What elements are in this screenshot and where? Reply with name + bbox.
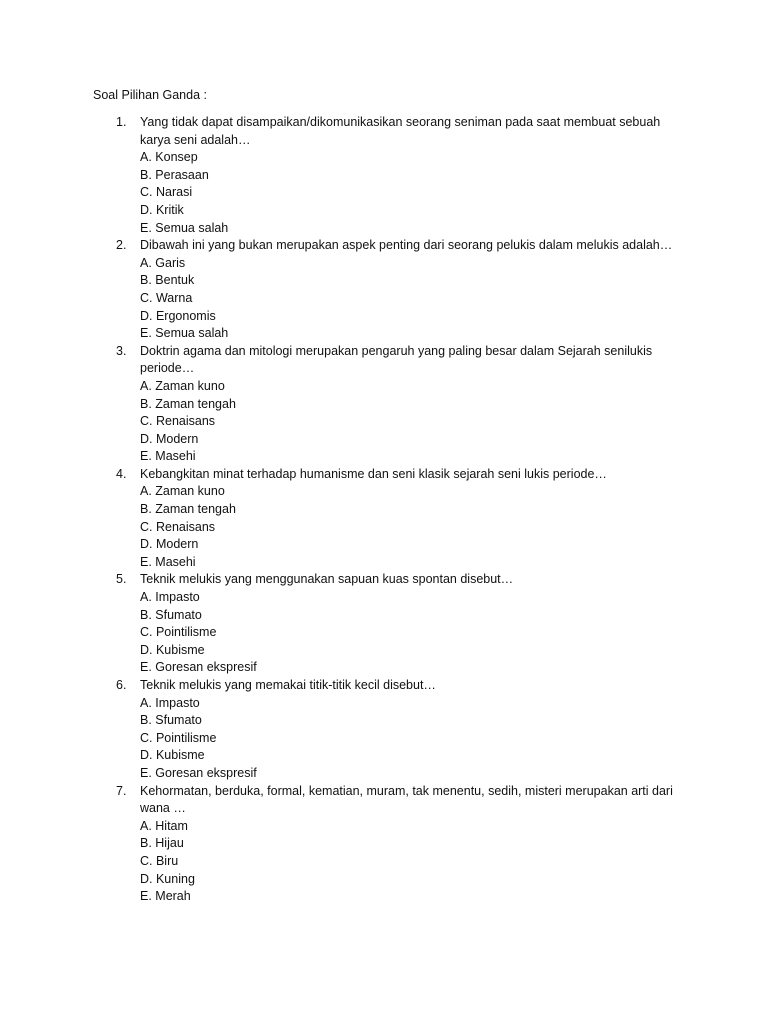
answer-option-b: B. Perasaan — [140, 167, 209, 182]
question-number: 2. — [116, 238, 127, 253]
answer-option-b: B. Zaman tengah — [140, 396, 236, 411]
question-item — [0, 677, 768, 783]
answer-option-c: C. Warna — [140, 290, 193, 305]
question-number: 4. — [116, 466, 127, 481]
question-text: Kebangkitan minat terhadap humanisme dan seni klasik sejarah seni lukis periode… — [140, 466, 607, 481]
answer-option-e: E. Masehi — [140, 554, 196, 569]
answer-option-a: A. Zaman kuno — [140, 378, 225, 393]
question-item — [0, 571, 768, 677]
answer-option-c: C. Pointilisme — [140, 625, 217, 640]
answer-options — [140, 483, 768, 571]
document-title: Soal Pilihan Ganda : — [93, 88, 207, 102]
answer-options — [140, 695, 768, 783]
question-number: 1. — [116, 115, 127, 129]
answer-options — [140, 378, 768, 466]
question-item — [0, 237, 768, 343]
answer-option-c: C. Pointilisme — [140, 730, 217, 745]
answer-option-c: C. Renaisans — [140, 414, 216, 429]
question-text: Kehormatan, berduka, formal, kematian, muram, tak menentu, sedih, misteri merupakan arti dari wana … — [140, 783, 673, 816]
answer-option-e: E. Goresan ekspresif — [140, 765, 257, 780]
answer-option-b: B. Sfumato — [140, 713, 202, 728]
answer-option-a: A. Impasto — [140, 590, 200, 605]
answer-option-c: C. Narasi — [140, 185, 193, 200]
answer-option-d: D. Ergonomis — [140, 308, 216, 323]
question-list — [0, 114, 768, 906]
answer-option-b: B. Hijau — [140, 836, 184, 851]
answer-option-a: A. Hitam — [140, 818, 188, 833]
answer-option-a: A. Konsep — [140, 150, 198, 165]
question-item — [0, 114, 768, 237]
question-item — [0, 466, 768, 572]
answer-options — [140, 589, 768, 677]
answer-option-a: A. Garis — [140, 255, 186, 270]
answer-option-d: D. Kuning — [140, 871, 195, 886]
question-text: Doktrin agama dan mitologi merupakan pengaruh yang paling besar dalam Sejarah senilukis periode… — [140, 343, 653, 376]
answer-option-b: B. Zaman tengah — [140, 502, 236, 517]
question-text: Yang tidak dapat disampaikan/dikomunikasikan seorang seniman pada saat membuat sebuah karya seni adalah… — [140, 115, 661, 147]
answer-option-d: D. Modern — [140, 537, 199, 552]
question-number: 5. — [116, 572, 127, 587]
answer-options — [140, 255, 768, 343]
answer-option-b: B. Bentuk — [140, 273, 195, 288]
answer-option-d: D. Kubisme — [140, 748, 205, 763]
answer-option-e: E. Semua salah — [140, 326, 229, 341]
question-text: Teknik melukis yang memakai titik-titik kecil disebut… — [140, 678, 436, 692]
answer-option-a: A. Impasto — [140, 695, 200, 710]
answer-option-e: E. Goresan ekspresif — [140, 660, 257, 675]
answer-options — [140, 149, 768, 237]
answer-option-b: B. Sfumato — [140, 607, 202, 622]
question-item — [0, 783, 768, 906]
question-text: Dibawah ini yang bukan merupakan aspek penting dari seorang pelukis dalam melukis adalah… — [140, 238, 673, 253]
answer-option-d: D. Modern — [140, 431, 199, 446]
question-number: 3. — [116, 343, 127, 358]
question-number: 6. — [116, 678, 127, 692]
question-item — [0, 343, 768, 466]
answer-options — [140, 818, 768, 906]
answer-option-c: C. Biru — [140, 853, 179, 868]
answer-option-e: E. Merah — [140, 889, 191, 904]
answer-option-d: D. Kritik — [140, 202, 184, 217]
answer-option-e: E. Semua salah — [140, 220, 229, 235]
answer-option-a: A. Zaman kuno — [140, 484, 225, 499]
question-number: 7. — [116, 783, 127, 798]
answer-option-c: C. Renaisans — [140, 519, 216, 534]
answer-option-d: D. Kubisme — [140, 642, 205, 657]
answer-option-e: E. Masehi — [140, 449, 196, 464]
question-text: Teknik melukis yang menggunakan sapuan kuas spontan disebut… — [140, 572, 514, 587]
